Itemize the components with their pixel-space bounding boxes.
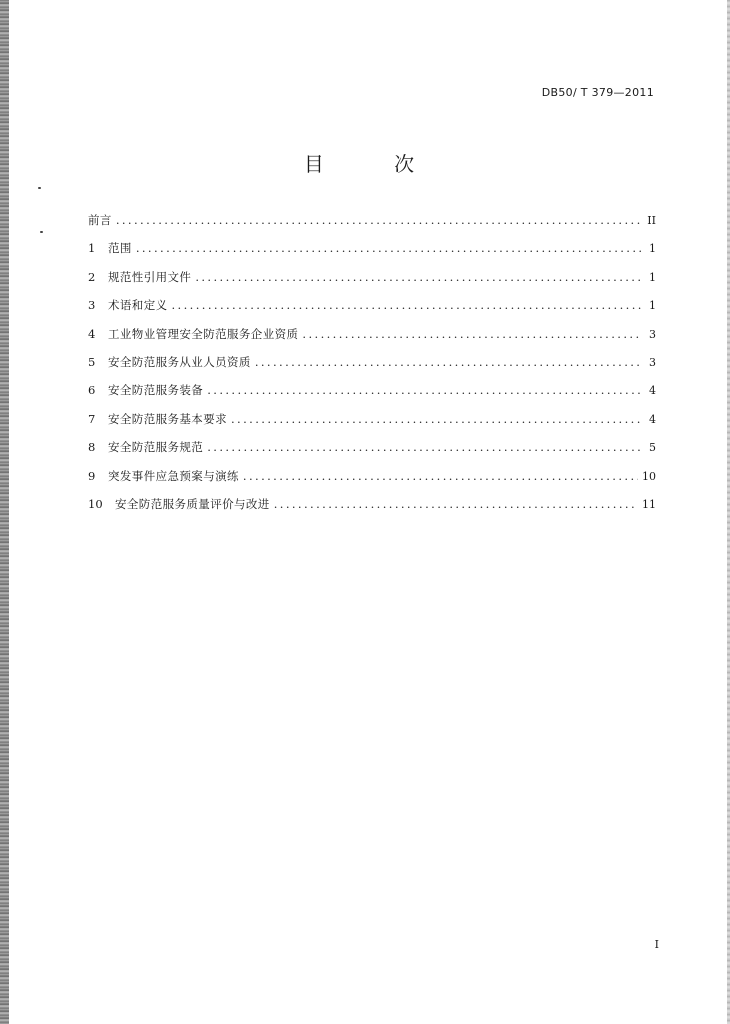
page-number: I <box>654 938 659 951</box>
toc-entry-page: 1 <box>649 299 656 313</box>
toc-leader-dots <box>274 497 638 511</box>
document-id: DB50/ T 379—2011 <box>541 86 654 99</box>
toc-entry-4[interactable] <box>88 326 656 354</box>
toc-entry-number: 8 <box>88 440 96 455</box>
toc-entry-label: 安全防范服务基本要求 <box>108 411 227 426</box>
toc-entry-number: 9 <box>88 468 96 483</box>
toc-entry-label: 安全防范服务规范 <box>108 440 204 455</box>
toc-entry-number: 1 <box>88 241 96 256</box>
toc-entry-label: 规范性引用文件 <box>108 269 192 284</box>
toc-entry-label: 安全防范服务从业人员资质 <box>108 354 251 369</box>
table-of-contents <box>88 212 656 524</box>
toc-entry-9[interactable] <box>88 468 656 496</box>
toc-entry-number: 7 <box>88 411 96 426</box>
toc-title: 目 次 <box>303 152 447 176</box>
toc-entry-page: II <box>647 214 656 227</box>
toc-entry-number: 10 <box>88 496 103 511</box>
toc-leader-dots <box>207 440 642 454</box>
scan-speck <box>38 187 41 189</box>
toc-entry-page: 1 <box>649 242 656 256</box>
toc-entry-label: 前言 <box>88 213 112 227</box>
toc-entry-number: 4 <box>88 326 96 341</box>
toc-leader-dots <box>207 383 642 397</box>
toc-entry-page: 3 <box>649 327 656 341</box>
toc-entry-8[interactable] <box>88 439 656 467</box>
toc-entry-page: 3 <box>649 355 656 369</box>
toc-entry-3[interactable] <box>88 297 656 325</box>
toc-leader-dots <box>116 213 642 227</box>
toc-entry-1[interactable] <box>88 240 656 268</box>
toc-entry-10[interactable] <box>88 496 656 524</box>
toc-entry-page: 1 <box>649 270 656 284</box>
toc-entry-label: 安全防范服务质量评价与改进 <box>115 496 270 511</box>
toc-entry-foreword[interactable] <box>88 212 656 240</box>
toc-entry-number: 6 <box>88 383 96 398</box>
toc-entry-number: 3 <box>88 298 96 313</box>
toc-entry-label: 术语和定义 <box>108 298 168 313</box>
toc-leader-dots <box>195 270 642 284</box>
toc-entry-6[interactable] <box>88 382 656 410</box>
toc-entry-number: 5 <box>88 354 96 369</box>
toc-leader-dots <box>231 412 642 426</box>
toc-entry-number: 2 <box>88 269 96 284</box>
toc-entry-label: 工业物业管理安全防范服务企业资质 <box>108 326 299 341</box>
toc-entry-page: 11 <box>642 497 656 511</box>
toc-entry-page: 4 <box>649 412 656 426</box>
toc-entry-label: 安全防范服务装备 <box>108 383 204 398</box>
scan-speck <box>40 231 43 233</box>
toc-entry-page: 10 <box>642 469 656 483</box>
toc-leader-dots <box>255 355 642 369</box>
toc-leader-dots <box>136 241 642 255</box>
toc-entry-5[interactable] <box>88 354 656 382</box>
toc-entry-7[interactable] <box>88 411 656 439</box>
toc-leader-dots <box>172 298 643 312</box>
toc-leader-dots <box>243 469 638 483</box>
toc-entry-label: 突发事件应急预案与演练 <box>108 468 239 483</box>
toc-entry-label: 范围 <box>108 241 132 256</box>
toc-leader-dots <box>302 327 642 341</box>
toc-entry-page: 5 <box>649 441 656 455</box>
toc-entry-page: 4 <box>649 384 656 398</box>
toc-entry-2[interactable] <box>88 269 656 297</box>
